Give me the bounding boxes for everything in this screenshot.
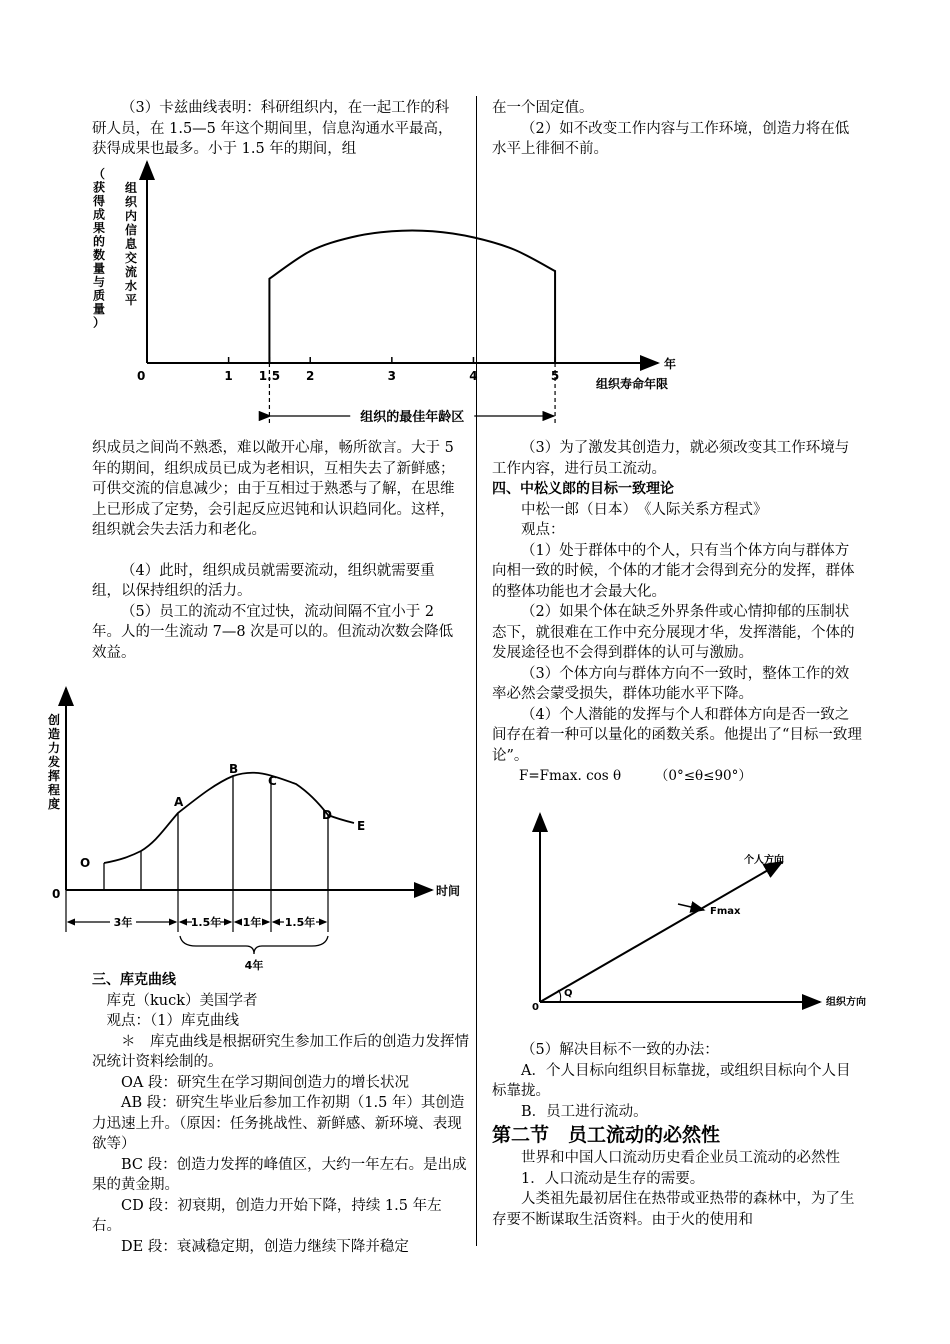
org-direction-label: 组织方向 bbox=[826, 997, 866, 1008]
katz-y-axis-label-outer bbox=[92, 166, 105, 330]
kuck-point-b: B bbox=[229, 762, 239, 776]
svg-text:组织内信息交流水平: 组织内信息交流水平 bbox=[125, 181, 138, 307]
katz-range-label: 组织的最佳年龄区 bbox=[360, 410, 465, 425]
katz-paragraph bbox=[92, 98, 460, 160]
nakamatsu-author: 中松一郎（日本） 《人际关系方程式》 bbox=[521, 501, 768, 518]
section2-heading: 第二节 员工流动的必然性 bbox=[492, 1124, 721, 1146]
kuck-seg-1: 3年 bbox=[113, 916, 133, 929]
right-p2: （2）如不改变工作内容与工作环境，创造力将在低水平上徘徊不前。 bbox=[492, 120, 850, 157]
katz-tick-label: 4 bbox=[469, 369, 478, 383]
kuck-ab: AB 段：研究生毕业后参加工作初期（1.5 年）其创造力迅速上升。（原因：任务挑战性、新鲜感、新环境、表现欲等） bbox=[92, 1095, 465, 1152]
kuck-cd: CD 段：初衰期，创造力开始下降，持续 1.5 年左右。 bbox=[92, 1197, 442, 1234]
kuck-total-brace bbox=[180, 936, 328, 954]
goal-consistency-chart bbox=[520, 810, 880, 1015]
personal-direction-vector bbox=[540, 862, 782, 1002]
kuck-y-label bbox=[47, 712, 60, 811]
para-4: （4）此时，组织成员就需要流动，组织就需要重组，以保持组织的活力。 bbox=[92, 562, 435, 599]
katz-tick-label: 1 bbox=[224, 369, 233, 383]
view-1: （1）处于群体中的个人，只有当个体方向与群体方向相一致的时候，个体的才能才会得到充分的发挥，群体的整体功能也才会最大化。 bbox=[492, 542, 855, 600]
view-3: （3）个体方向与群体方向不一致时，整体工作的效率必然会蒙受损失，群体功能水平下降。 bbox=[492, 665, 850, 702]
fmax-arrow bbox=[678, 904, 704, 910]
katz-tick-label: 5 bbox=[550, 369, 560, 383]
nakamatsu-heading: 四、中松义郎的目标一致理论 bbox=[492, 481, 674, 497]
kuck-de: DE 段：衰减稳定期，创造力继续下降并稳定 bbox=[121, 1238, 409, 1255]
angle-label: Q bbox=[564, 988, 573, 999]
kuck-note: ＊ 库克曲线是根据研究生参加工作后的创造力发挥情况统计资料绘制的。 bbox=[92, 1033, 469, 1070]
right-bottom bbox=[492, 1040, 862, 1230]
fmax-label: Fmax bbox=[710, 906, 741, 917]
kuck-seg-4: 1.5年 bbox=[284, 916, 316, 929]
katz-continuation bbox=[92, 438, 460, 663]
formula: F=Fmax. cos θ （0°≤θ≤90°） bbox=[519, 768, 752, 784]
katz-curve bbox=[269, 230, 555, 363]
kuck-point-o: O bbox=[80, 856, 91, 870]
personal-direction-label: 个人方向 bbox=[744, 855, 784, 866]
kuck-seg-3: 1年 bbox=[242, 916, 262, 929]
kuck-curve-chart bbox=[46, 684, 476, 974]
section2-p2: 1．人口流动是生存的需要。 bbox=[521, 1170, 705, 1187]
para-5: （5）员工的流动不宜过快，流动间隔不宜小于 2 年。人的一生流动 7—8 次是可以的。但流动次数会降低效益。 bbox=[92, 603, 454, 661]
kuck-oa: OA 段：研究生在学习期间创造力的增长状况 bbox=[121, 1074, 409, 1091]
kuck-origin: 0 bbox=[52, 887, 61, 901]
katz-tick-label: 2 bbox=[306, 369, 315, 383]
kuck-total: 4年 bbox=[244, 959, 264, 972]
katz-y-axis-label-inner bbox=[125, 180, 138, 307]
goal-origin: 0 bbox=[532, 1002, 539, 1013]
view-2: （2）如果个体在缺乏外界条件或心情抑郁的压制状态下，就很难在工作中充分展现才华，发挥潜能，个体的发展途径也不会得到群体的认可与激励。 bbox=[492, 604, 855, 661]
katz-tick-label: 0 bbox=[137, 369, 146, 383]
svg-text:（获得成果的数量与质量）: （获得成果的数量与质量） bbox=[93, 167, 106, 330]
kuck-x-label: 时间 bbox=[436, 884, 461, 898]
view-5b: B．员工进行流动。 bbox=[521, 1103, 648, 1120]
section2-p1: 世界和中国人口流动历史看企业员工流动的必然性 bbox=[521, 1150, 840, 1166]
kuck-point-e: E bbox=[357, 819, 366, 833]
view-5: （5）解决目标不一致的办法： bbox=[521, 1042, 719, 1058]
katz-curve-chart bbox=[80, 158, 690, 436]
kuck-author: 库克（kuck）美国学者 bbox=[106, 992, 258, 1009]
kuck-view: 观点：（1）库克曲线 bbox=[106, 1013, 239, 1029]
katz-tick-label: 1.5 bbox=[258, 369, 281, 383]
kuck-heading: 三、库克曲线 bbox=[92, 972, 176, 988]
nakamatsu-views: 观点： bbox=[521, 522, 565, 538]
kuck-point-a: A bbox=[174, 795, 184, 809]
kuck-point-d: D bbox=[322, 808, 332, 822]
svg-text:创造力发挥程度: 创造力发挥程度 bbox=[48, 713, 61, 811]
view-5a: A．个人目标向组织目标靠拢，或组织目标向个人目标靠拢。 bbox=[492, 1062, 851, 1099]
section2-p3: 人类祖先最初居住在热带或亚热带的森林中，为了生存要不断谋取生活资料。由于火的使用和 bbox=[492, 1191, 855, 1228]
kuck-seg-2: 1.5年 bbox=[190, 916, 222, 929]
right-p3: （3）为了激发其创造力，就必须改变其工作环境与工作内容，进行员工流动。 bbox=[492, 440, 850, 477]
right-fixed: 在一个固定值。 bbox=[492, 100, 594, 116]
right-top bbox=[492, 98, 862, 160]
kuck-point-c: C bbox=[268, 774, 277, 788]
katz-tick-label: 3 bbox=[387, 369, 397, 383]
view-4: （4）个人潜能的发挥与个人和群体方向是否一致之间存在着一种可以量化的函数关系。他提出了“目标一致理论”。 bbox=[492, 706, 862, 764]
kuck-curve bbox=[104, 773, 354, 863]
kuck-section bbox=[92, 970, 470, 1257]
kuck-bc: BC 段：创造力发挥的峰值区，大约一年左右。是出成果的黄金期。 bbox=[92, 1156, 467, 1193]
katz-x-label-2: 组织寿命年限 bbox=[596, 377, 669, 391]
katz-x-label: 年 bbox=[664, 357, 677, 371]
katz-text: （3）卡兹曲线表明：科研组织内，在一起工作的科研人员，在 1.5—5 年这个期间里，信息沟通水平最高，获得成果也最多。小于 1.5 年的期间，组 bbox=[92, 100, 453, 157]
katz-cont-text: 织成员之间尚不熟悉，难以敞开心扉，畅所欲言。大于 5 年的期间，组织成员已成为老相识，互相失去了新鲜感；可供交流的信息减少；由于互相过于熟悉与了解，在思维上已形成了定势，会引起反应迟钝和认识趋同化。这样，组织就会失去活力和老化。 bbox=[92, 440, 455, 538]
right-middle bbox=[492, 438, 862, 787]
